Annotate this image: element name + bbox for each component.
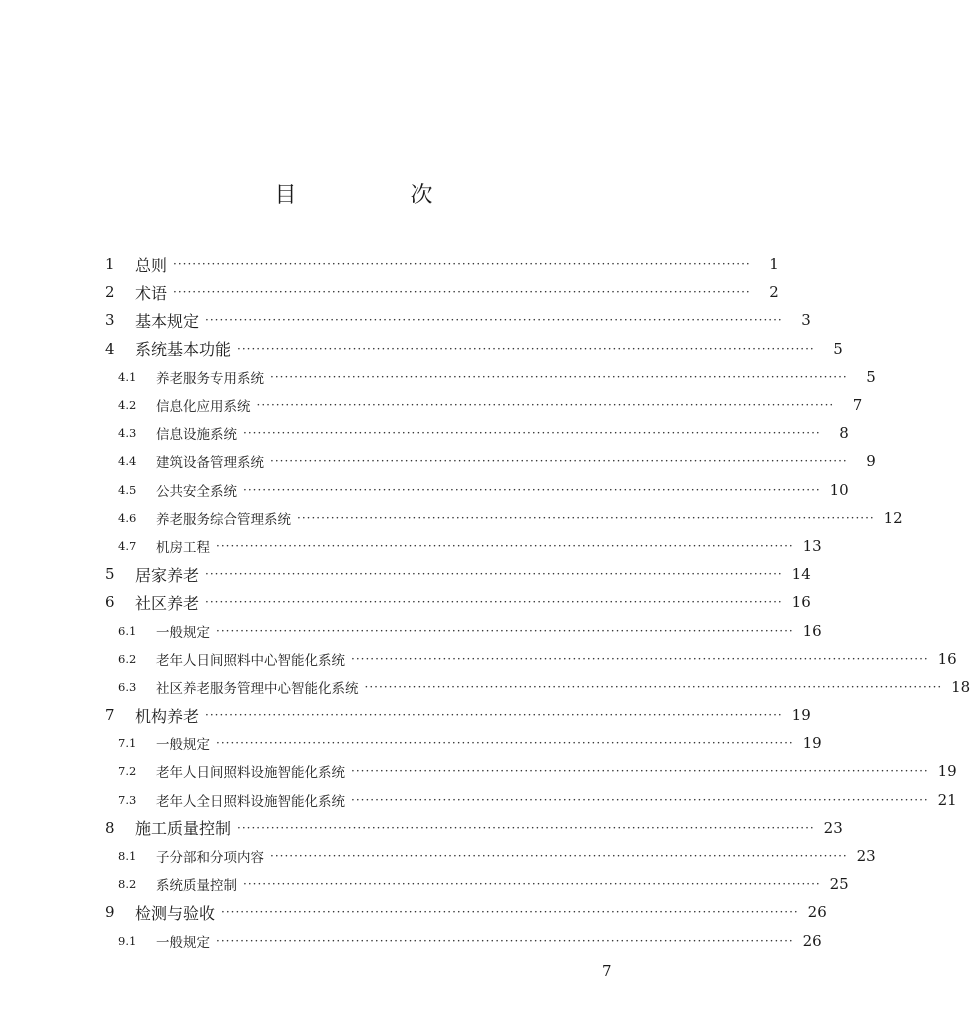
toc-entry-number: 8 xyxy=(105,818,115,837)
toc-entry-page: 16 xyxy=(937,649,957,668)
toc-entry-label: 基本规定 xyxy=(135,311,200,331)
toc-entry-label: 系统基本功能 xyxy=(135,340,232,360)
toc-entry-number: 2 xyxy=(105,283,115,302)
toc-entry-number: 7 xyxy=(105,706,115,725)
dot-leader: ························································································································ xyxy=(216,538,794,553)
toc-entry-number: 5 xyxy=(105,565,115,584)
dot-leader: ························································································································ xyxy=(351,651,929,666)
toc-entry-page: 21 xyxy=(937,790,957,809)
toc-entry-number: 4.4 xyxy=(118,454,137,469)
toc-entry-page: 7 xyxy=(852,396,863,415)
toc-entry xyxy=(105,278,779,306)
toc-entry-label: 社区养老 xyxy=(135,593,200,613)
toc-entry-number: 6.3 xyxy=(118,679,137,694)
toc-entry-number: 8.1 xyxy=(118,849,137,864)
dot-leader: ························································································································ xyxy=(243,877,821,892)
dot-leader: ························································································································ xyxy=(270,369,848,384)
toc-entry-number: 4 xyxy=(105,339,115,358)
toc-entry xyxy=(105,927,822,955)
table-of-contents xyxy=(105,250,970,955)
dot-leader: ························································································································ xyxy=(237,820,815,835)
toc-entry-label: 机房工程 xyxy=(156,539,210,556)
dot-leader: ························································································································ xyxy=(216,933,794,948)
toc-entry xyxy=(105,532,822,560)
toc-entry-label: 一般规定 xyxy=(156,934,210,951)
dot-leader: ························································································································ xyxy=(205,595,783,610)
toc-entry-label: 信息化应用系统 xyxy=(156,399,251,416)
dot-leader: ························································································································ xyxy=(216,736,794,751)
toc-entry xyxy=(105,616,822,644)
dot-leader: ························································································································ xyxy=(173,257,751,272)
toc-entry-number: 4.3 xyxy=(118,426,137,441)
dot-leader: ························································································································ xyxy=(351,792,929,807)
toc-entry-number: 7.1 xyxy=(118,736,137,751)
toc-entry-page: 23 xyxy=(856,847,876,866)
toc-entry xyxy=(105,757,957,785)
toc-entry-label: 施工质量控制 xyxy=(135,819,232,839)
toc-entry-number: 8.2 xyxy=(118,877,137,892)
toc-entry xyxy=(105,588,811,616)
dot-leader: ························································································································ xyxy=(205,313,783,328)
toc-entry xyxy=(105,701,811,729)
toc-entry xyxy=(105,645,957,673)
toc-entry-page: 3 xyxy=(801,311,811,330)
toc-entry xyxy=(105,560,811,588)
dot-leader: ························································································································ xyxy=(237,341,815,356)
dot-leader: ························································································································ xyxy=(205,708,783,723)
toc-entry-number: 4.5 xyxy=(118,482,137,497)
toc-entry-page: 16 xyxy=(791,593,811,612)
dot-leader: ························································································································ xyxy=(221,905,799,920)
toc-entry-label: 一般规定 xyxy=(156,624,210,641)
toc-entry xyxy=(105,870,849,898)
toc-entry-label: 机构养老 xyxy=(135,706,200,726)
toc-entry-page: 19 xyxy=(791,706,811,725)
toc-entry-page: 19 xyxy=(802,734,822,753)
dot-leader: ························································································································ xyxy=(216,623,794,638)
toc-entry-page: 13 xyxy=(802,536,822,555)
toc-entry-number: 9 xyxy=(105,903,115,922)
toc-entry-page: 26 xyxy=(802,931,822,950)
dot-leader: ························································································································ xyxy=(243,482,821,497)
toc-entry-number: 3 xyxy=(105,311,115,330)
toc-entry-number: 1 xyxy=(105,255,115,274)
dot-leader: ························································································································ xyxy=(270,849,848,864)
toc-entry xyxy=(105,729,822,757)
toc-entry xyxy=(105,504,903,532)
toc-entry-number: 6 xyxy=(105,593,115,612)
toc-entry-page: 26 xyxy=(807,903,827,922)
toc-entry-label: 系统质量控制 xyxy=(156,878,237,895)
toc-entry xyxy=(105,476,849,504)
toc-entry-page: 5 xyxy=(833,339,843,358)
toc-entry-number: 7.2 xyxy=(118,764,137,779)
toc-entry xyxy=(105,306,811,334)
toc-entry-page: 10 xyxy=(829,480,849,499)
toc-entry-label: 养老服务专用系统 xyxy=(156,370,264,387)
toc-entry-label: 信息设施系统 xyxy=(156,427,237,444)
toc-entry xyxy=(105,391,863,419)
toc-entry xyxy=(105,363,876,391)
dot-leader: ························································································································ xyxy=(351,764,929,779)
toc-entry-label: 术语 xyxy=(135,283,168,303)
toc-entry-page: 12 xyxy=(883,508,903,527)
toc-entry xyxy=(105,419,849,447)
toc-entry-label: 总则 xyxy=(135,255,168,275)
toc-entry xyxy=(105,673,970,701)
toc-entry xyxy=(105,842,876,870)
toc-entry xyxy=(105,447,876,475)
toc-entry-number: 6.2 xyxy=(118,651,137,666)
toc-entry-number: 4.7 xyxy=(118,538,137,553)
toc-entry-label: 检测与验收 xyxy=(135,903,216,923)
toc-entry-number: 4.1 xyxy=(118,369,137,384)
dot-leader: ························································································································ xyxy=(243,426,821,441)
dot-leader: ························································································································ xyxy=(256,398,835,413)
toc-entry-page: 23 xyxy=(823,818,843,837)
toc-entry-page: 2 xyxy=(769,283,779,302)
toc-entry-page: 18 xyxy=(951,677,970,696)
toc-entry-page: 25 xyxy=(829,875,849,894)
toc-entry-number: 7.3 xyxy=(118,792,137,807)
toc-title: 目 次 xyxy=(274,183,479,208)
toc-entry-number: 9.1 xyxy=(118,933,137,948)
toc-entry-page: 1 xyxy=(769,255,779,274)
toc-entry-label: 养老服务综合管理系统 xyxy=(156,511,291,528)
toc-entry-number: 4.2 xyxy=(118,398,137,413)
toc-entry xyxy=(105,786,957,814)
toc-entry-label: 子分部和分项内容 xyxy=(156,850,264,867)
toc-entry-label: 建筑设备管理系统 xyxy=(156,455,264,472)
toc-entry xyxy=(105,250,779,278)
toc-entry-number: 6.1 xyxy=(118,623,137,638)
dot-leader: ························································································································ xyxy=(205,567,783,582)
dot-leader: ························································································································ xyxy=(173,285,751,300)
toc-entry-page: 14 xyxy=(791,565,811,584)
toc-entry-label: 老年人全日照料设施智能化系统 xyxy=(156,793,345,810)
toc-entry-label: 老年人日间照料设施智能化系统 xyxy=(156,765,345,782)
toc-entry-label: 社区养老服务管理中心智能化系统 xyxy=(156,680,359,697)
dot-leader: ························································································································ xyxy=(270,454,848,469)
toc-entry-label: 一般规定 xyxy=(156,737,210,754)
toc-entry-page: 19 xyxy=(937,762,957,781)
toc-entry xyxy=(105,898,827,926)
dot-leader: ························································································································ xyxy=(364,679,943,694)
toc-entry-number: 4.6 xyxy=(118,510,137,525)
toc-entry-page: 8 xyxy=(839,424,849,443)
toc-entry-page: 16 xyxy=(802,621,822,640)
dot-leader: ························································································································ xyxy=(297,510,875,525)
toc-entry-page: 5 xyxy=(866,367,876,386)
toc-entry-label: 居家养老 xyxy=(135,565,200,585)
toc-entry-page: 9 xyxy=(866,452,876,471)
toc-entry-label: 公共安全系统 xyxy=(156,483,237,500)
page-number: 7 xyxy=(602,962,612,980)
toc-entry-label: 老年人日间照料中心智能化系统 xyxy=(156,652,345,669)
toc-entry xyxy=(105,814,843,842)
toc-entry xyxy=(105,335,843,363)
